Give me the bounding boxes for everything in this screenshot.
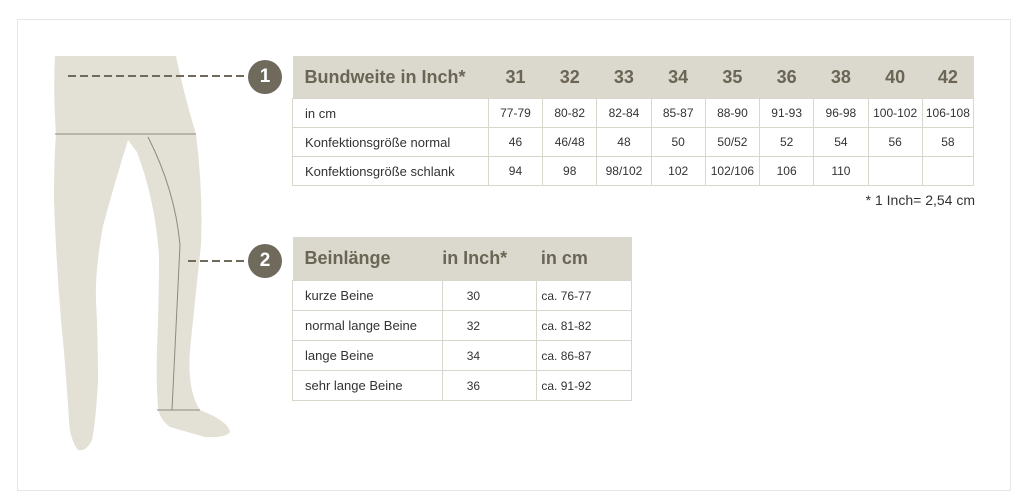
leg-length-table: [292, 237, 632, 401]
table-cell: 46/48: [543, 128, 597, 157]
table-cell: 102: [651, 157, 705, 186]
inch-size: 35: [705, 56, 759, 99]
inch-size: 36: [760, 56, 814, 99]
table-cell: 82-84: [597, 99, 651, 128]
table-cell: ca. 86-87: [537, 341, 632, 371]
inch-size: 31: [488, 56, 542, 99]
row-label: in cm: [293, 99, 489, 128]
table-cell: ca. 81-82: [537, 311, 632, 341]
table-cell: ca. 91-92: [537, 371, 632, 401]
inch-size: 33: [597, 56, 651, 99]
table-cell: 52: [760, 128, 814, 157]
table-cell: 54: [814, 128, 868, 157]
table-cell: 50/52: [705, 128, 759, 157]
table-row: [293, 157, 974, 186]
table-cell: 34: [442, 341, 537, 371]
table-cell: 96-98: [814, 99, 868, 128]
table-row: [293, 281, 632, 311]
waist-header-label: Bundweite in Inch*: [293, 56, 489, 99]
leg-table-header: [293, 237, 632, 281]
badge-waist: 1: [248, 60, 282, 94]
table-cell: 30: [442, 281, 537, 311]
waist-size-table: [292, 56, 974, 186]
table-cell: 102/106: [705, 157, 759, 186]
table-cell: 50: [651, 128, 705, 157]
table-cell: [922, 157, 973, 186]
table-cell: 32: [442, 311, 537, 341]
table-cell: 80-82: [543, 99, 597, 128]
table-cell: 48: [597, 128, 651, 157]
table-cell: 98/102: [597, 157, 651, 186]
row-label: sehr lange Beine: [293, 371, 443, 401]
inch-size: 32: [543, 56, 597, 99]
table-cell: 91-93: [760, 99, 814, 128]
table-cell: 46: [488, 128, 542, 157]
leg-header-label: Beinlänge: [293, 237, 443, 281]
inch-size: 40: [868, 56, 922, 99]
inch-size: 38: [814, 56, 868, 99]
table-row: [293, 341, 632, 371]
leg-header-cm: in cm: [537, 237, 632, 281]
table-cell: 56: [868, 128, 922, 157]
leg-header-inch: in Inch*: [442, 237, 537, 281]
inch-footnote: * 1 Inch= 2,54 cm: [865, 192, 975, 208]
table-cell: 88-90: [705, 99, 759, 128]
row-label: normal lange Beine: [293, 311, 443, 341]
row-label: Konfektionsgröße schlank: [293, 157, 489, 186]
row-label: lange Beine: [293, 341, 443, 371]
inch-size: 42: [922, 56, 973, 99]
table-cell: 58: [922, 128, 973, 157]
row-label: kurze Beine: [293, 281, 443, 311]
table-cell: 77-79: [488, 99, 542, 128]
table-cell: 98: [543, 157, 597, 186]
table-cell: [868, 157, 922, 186]
waist-table-header: [293, 56, 974, 99]
table-cell: 106: [760, 157, 814, 186]
table-cell: 110: [814, 157, 868, 186]
table-cell: ca. 76-77: [537, 281, 632, 311]
table-row: [293, 371, 632, 401]
table-row: [293, 128, 974, 157]
row-label: Konfektionsgröße normal: [293, 128, 489, 157]
table-cell: 85-87: [651, 99, 705, 128]
table-cell: 106-108: [922, 99, 973, 128]
inch-size: 34: [651, 56, 705, 99]
table-row: [293, 99, 974, 128]
table-cell: 36: [442, 371, 537, 401]
table-cell: 94: [488, 157, 542, 186]
legs-silhouette: [54, 56, 230, 450]
table-cell: 100-102: [868, 99, 922, 128]
table-row: [293, 311, 632, 341]
badge-leg-length: 2: [248, 244, 282, 278]
